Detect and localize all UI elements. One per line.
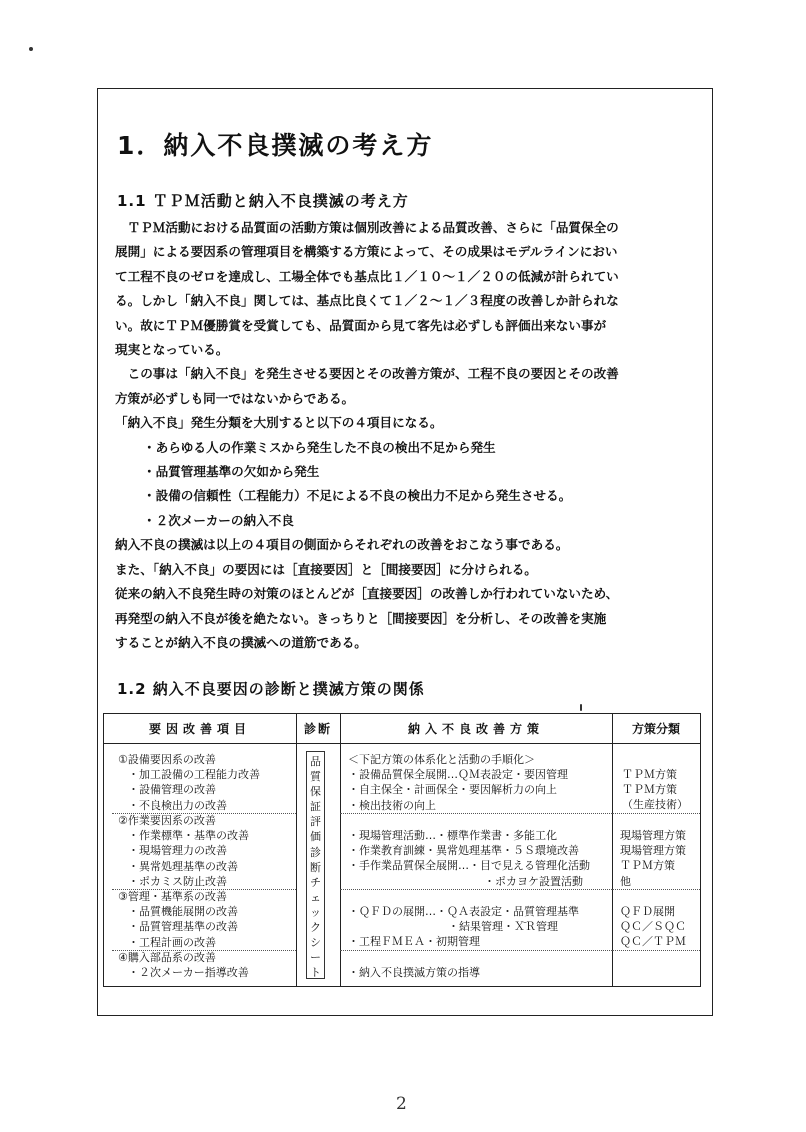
cause-group-3 [118,889,238,950]
header-measures: 納入不良改善方策 [407,722,544,736]
scan-speck [29,47,33,51]
list-item: ・２次メーカー指導改善 [128,966,249,980]
paragraph-line: することが納入不良の撲滅への道筋である。 [115,634,367,650]
paragraph-line: 方策が必ずしも同一ではないからである。 [115,390,355,406]
category-line: 現場管理方策 [620,844,686,858]
cause-group-1 [118,752,260,813]
measure-group-2 [348,828,590,889]
vertical-char: 断 [310,860,321,874]
list-item: ・不良検出力の改善 [128,798,227,812]
vertical-char: ッ [310,905,321,919]
measure-group-1 [348,752,568,813]
measure-line: ・ポカヨケ設置活動 [484,874,583,888]
list-item: ・作業標準・基準の改善 [128,829,249,843]
vertical-char: 証 [310,800,321,814]
paragraph-line: る。しかし「納入不良」関しては、基点比良くて１／２～１／３程度の改善しか計られな [115,293,619,309]
measure-line: ・設備品質保全展開…ＱＭ表設定・要因管理 [348,768,568,782]
page-title: 1．納入不良撲滅の考え方 [117,131,434,160]
category-group-1 [622,767,688,813]
cause-group-2 [118,813,249,889]
measure-line: ・ＱＦＤの展開…・ＱＡ表設定・品質管理基準 [348,905,579,918]
vertical-char: 保 [310,785,321,799]
vertical-char: 品 [310,755,321,768]
category-group-2 [620,828,686,889]
group-title: ②作業要因系の改善 [118,814,216,827]
vertical-char: チ [310,875,321,889]
row-divider [340,950,612,951]
vertical-char: シ [310,936,321,950]
paragraph-line: ＴＰＭ活動における品質面の活動方策は個別改善による品質改善、さらに「品質保全の [115,220,619,235]
paragraph-line: 従来の納入不良発生時の対策のほとんどが［直接要因］の改善しか行われていないため、 [115,586,619,602]
group-title: ④購入部品系の改善 [118,951,216,964]
category-line: ＴＰＭ方策 [620,859,675,873]
bullet-item: ・設備の信頼性（工程能力）不足による不良の検出力不足から発生させる。 [143,488,572,504]
group-title: ③管理・基準系の改善 [118,890,227,903]
paragraph-line: い。故にＴＰＭ優勝賞を受賞しても、品質面から見て客先は必ずしも評価出来ない事が [115,317,607,333]
category-line: （生産技術） [622,798,688,812]
row-divider [612,950,700,951]
measure-line: ・現場管理活動…・標準作業書・多能工化 [348,829,557,842]
column-divider [612,714,613,986]
diagnosis-vertical-label [307,754,324,980]
paragraph-line: また、「納入不良」の要因には［直接要因］と［間接要因］に分けられる。 [115,561,537,577]
category-line: ＴＰＭ方策 [622,783,677,797]
category-line: 他 [620,874,631,888]
scan-speck [580,704,582,711]
row-divider [612,813,700,814]
measure-line: ＜下記方策の体系化と活動の手順化＞ [348,753,535,766]
diagnosis-label-box [306,751,325,979]
header-category: 方策分類 [631,722,680,736]
row-divider [340,889,612,890]
paragraph-line: 現実となっている。 [115,342,229,358]
list-item: ・工程計画の改善 [128,935,216,949]
section-heading-1: 1.1 ＴＰＭ活動と納入不良撲滅の考え方 [117,192,409,210]
header-diagnosis: 診断 [303,722,332,736]
bullet-item: ・あらゆる人の作業ミスから発生した不良の検出不足から発生 [143,439,496,455]
vertical-char: ェ [310,890,321,904]
vertical-char: ク [310,921,321,935]
bullet-item: ・品質管理基準の欠如から発生 [143,464,320,480]
vertical-char: 質 [310,770,321,784]
cause-group-4 [118,950,249,980]
page-number: 2 [396,1094,407,1114]
paragraph-line: 展開」による要因系の管理項目を構築する方策によって、その成果はモデルラインにおい [115,244,618,260]
diagnosis-table [103,713,701,987]
paragraph-line: 納入不良の撲滅は以上の４項目の側面からそれぞれの改善をおこなう事である。 [115,537,569,553]
row-divider [612,889,700,890]
table-header-row [104,714,700,744]
column-divider [340,714,341,986]
list-item: ・設備管理の改善 [128,783,216,797]
vertical-char: ー [310,951,321,965]
category-group-3 [620,904,686,950]
paragraph-line: て工程不良のゼロを達成し、工場全体でも基点比１／１０～１／２０の低減が計られてい [115,268,619,284]
header-cause-items: 要因改善項目 [148,722,251,736]
measure-line: ・作業教育訓練・異常処理基準・５Ｓ環境改善 [348,844,579,858]
measure-line: ・結果管理・Ｘ̄Ｒ管理 [448,920,558,934]
measure-line: ・検出技術の向上 [348,798,436,812]
list-item: ・異常処理基準の改善 [128,859,238,873]
category-line: ＱＣ／ＳＱＣ [620,920,686,934]
list-item: ・ポカミス防止改善 [128,874,227,888]
row-divider [340,813,612,814]
section-heading-2: 1.2 納入不良要因の診断と撲滅方策の関係 [117,680,425,698]
paragraph-line: 再発型の納入不良が後を絶たない。きっちりと［間接要因］を分析し、その改善を実施 [115,610,607,626]
paragraph-line: 「納入不良」発生分類を大別すると以下の４項目になる。 [115,415,443,431]
bullet-item: ・２次メーカーの納入不良 [143,512,294,528]
list-item: ・品質機能展開の改善 [128,905,238,919]
vertical-char: ト [310,966,321,980]
vertical-char: 価 [310,830,321,844]
category-line: 現場管理方策 [620,829,686,842]
measure-group-3 [348,904,579,950]
paragraph-line: この事は「納入不良」を発生させる要因とその改善方策が、工程不良の要因とその改善 [115,366,619,382]
category-line: ＴＰＭ方策 [622,768,677,781]
measure-line: ・納入不良撲滅方策の指導 [348,966,480,979]
column-divider [296,714,297,986]
category-line: ＱＦＤ展開 [620,905,675,918]
vertical-char: 診 [310,845,321,859]
list-item: ・現場管理力の改善 [128,844,227,858]
measure-line: ・工程ＦＭＥＡ・初期管理 [348,935,480,949]
list-item: ・加工設備の工程能力改善 [128,768,260,782]
measure-line: ・手作業品質保全展開…・目で見える管理化活動 [348,859,590,873]
category-line: ＱＣ／ＴＰＭ [620,935,686,949]
list-item: ・品質管理基準の改善 [128,920,238,934]
measure-line: ・自主保全・計画保全・要因解析力の向上 [348,783,557,797]
section-1-body [115,216,695,655]
group-title: ①設備要因系の改善 [118,753,216,766]
measure-group-4 [348,965,480,980]
vertical-char: 評 [310,815,321,829]
